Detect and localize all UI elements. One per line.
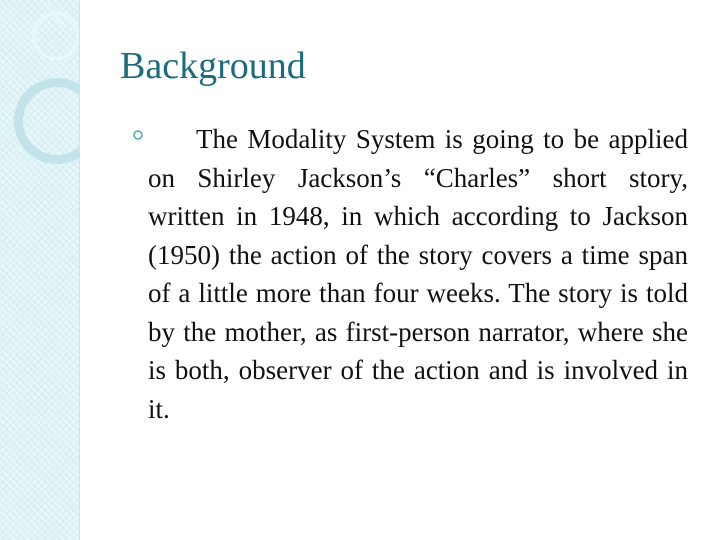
strip-divider (79, 0, 80, 540)
bullet-icon (132, 128, 144, 140)
slide-title: Background (120, 45, 306, 87)
slide-body-text: The Modality System is going to be applied on Shirley Jackson’s “Charles” short story, written in 1948, in which according to Jackson (1950) the action of the story covers a time span of a little more than four weeks. The story is told by the mother, as first-person narrator, where she is both, observer of the action and is involved in it. (148, 124, 688, 424)
decorative-ring-small (32, 12, 80, 60)
decorative-side-strip (0, 0, 80, 540)
decorative-ring-large (14, 78, 80, 164)
